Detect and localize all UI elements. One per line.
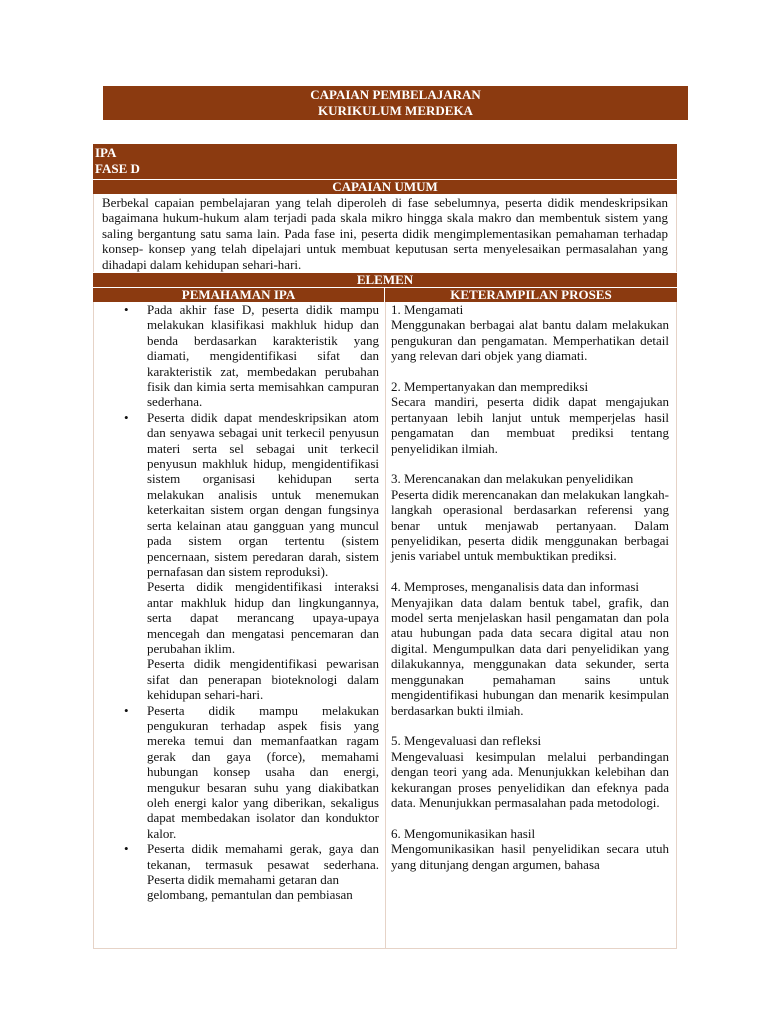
pemahaman-paragraph: gelombang, pemantulan dan pembiasan	[147, 887, 353, 903]
document-title-box	[103, 86, 688, 120]
keterampilan-section-heading: 2. Mempertanyakan dan memprediksi	[391, 379, 589, 395]
keterampilan-section-heading: 1. Mengamati	[391, 302, 464, 317]
pemahaman-paragraph: Peserta didik memahami gerak, gaya dan tekanan, termasuk pesawat sederhana. Peserta didik memahami getaran dan	[147, 841, 379, 888]
keterampilan-section-text: Mengomunikasikan hasil penyelidikan secara utuh yang ditunjang dengan argumen, bahasa	[391, 841, 669, 872]
title-line-1: CAPAIAN PEMBELAJARAN	[310, 87, 481, 102]
pemahaman-paragraph: Peserta didik mampu melakukan pengukuran terhadap aspek fisis yang mereka temui dan memanfaatkan ragam gerak dan gaya (force), memahami hubungan konsep usaha dan energi, mengukur besaran suhu yang diakibatkan oleh energi kalor yang diberikan, sekaligus dapat membedakan isolator dan konduktor kalor.	[147, 702, 379, 841]
keterampilan-section	[391, 826, 669, 872]
bullet-icon: •	[124, 302, 129, 317]
keterampilan-section-heading: 4. Memproses, menganalisis data dan informasi	[391, 579, 640, 595]
keterampilan-section-text: Mengevaluasi kesimpulan melalui perbandingan dengan teori yang ada. Menunjukkan kelebihan dan kekurangan proses penyelidikan dan efeknya pada data. Menunjukkan permasalahan pada metodologi.	[391, 748, 669, 810]
elemen-heading: ELEMEN	[93, 272, 677, 287]
bullet-icon: •	[124, 409, 129, 425]
elemen-column-headers	[93, 287, 677, 302]
cp-table	[93, 144, 677, 949]
pemahaman-column	[94, 302, 386, 948]
subject-header	[93, 144, 677, 179]
keterampilan-section	[391, 733, 669, 810]
pemahaman-paragraph: Peserta didik mengidentifikasi pewarisan sifat dan penerapan bioteknologi dalam kehidupan sehari-hari.	[147, 656, 379, 703]
pemahaman-paragraph: Pada akhir fase D, peserta didik mampu melakukan klasifikasi makhluk hidup dan benda berdasarkan karakteristik yang diamati, mengidentifikasi sifat dan karakteristik zat, membedakan perubahan fisik dan kimia serta memisahkan campuran sederhana.	[147, 302, 379, 410]
keterampilan-section-text: Menyajikan data dalam bentuk tabel, grafik, dan model serta menjelaskan hasil pengamatan dan pola atau hubungan pada data secara digital atau non digital. Mengumpulkan data dari penyelidikan yang dilakukannya, menggunakan data sekunder, serta menggunakan pemahaman sains untuk mengidentifikasi hubungan dan menarik kesimpulan berdasarkan bukti ilmiah.	[391, 594, 669, 718]
keterampilan-section-heading: 5. Mengevaluasi dan refleksi	[391, 733, 542, 749]
subject-name: IPA	[95, 145, 117, 160]
pemahaman-list	[94, 302, 379, 903]
keterampilan-section-text: Peserta didik merencanakan dan melakukan langkah- langkah operasional berdasarkan referensi yang benar untuk menjawab pertanyaan. Dalam penyelidikan, peserta didik menggunakan berbagai jenis variabel untuk membuktikan prediksi.	[391, 486, 669, 564]
capaian-umum-text: Berbekal capaian pembelajaran yang telah diperoleh di fase sebelumnya, peserta didik mendeskripsikan bagaimana hukum-hukum alam terjadi pada skala mikro hingga skala makro dan membentuk sistem yang saling bergantung satu sama lain. Pada fase ini, peserta didik mengimplementasikan pemahaman terhadap konsep- konsep yang telah dipelajari untuk membuat keputusan serta menyelesaikan permasalahan yang dihadapi dalam kehidupan sehari-hari.	[93, 194, 677, 272]
elemen-columns	[93, 302, 677, 949]
keterampilan-section	[391, 379, 669, 456]
keterampilan-section-heading: 6. Mengomunikasikan hasil	[391, 825, 536, 841]
pemahaman-paragraph: Peserta didik mengidentifikasi interaksi antar makhluk hidup dan lingkungannya, serta dapat merancang upaya-upaya mencegah dan mengatasi pencemaran dan perubahan iklim.	[147, 579, 379, 656]
bullet-icon: •	[124, 702, 129, 718]
pemahaman-paragraph: Peserta didik dapat mendeskripsikan atom dan senyawa sebagai unit terkecil penyusun materi serta sel sebagai unit terkecil penyusun makhluk hidup, mengidentifikasi sistem organisasi kehidupan serta melakukan analisis untuk menemukan keterkaitan sistem organ dengan fungsinya serta kelainan atau gangguan yang muncul pada sistem organ tertentu (sistem pencernaan, sistem peredaran darah, sistem pernafasan dan sistem reproduksi).	[147, 409, 379, 579]
keterampilan-section-text: Secara mandiri, peserta didik dapat mengajukan pertanyaan lebih lanjut untuk memperjelas hasil pengamatan dan membuat prediksi tentang penyelidikan ilmiah.	[391, 394, 669, 456]
title-line-2: KURIKULUM MERDEKA	[318, 102, 473, 118]
keterampilan-section	[391, 302, 669, 364]
pemahaman-item	[94, 703, 379, 842]
pemahaman-item	[94, 841, 379, 903]
keterampilan-section-text: Menggunakan berbagai alat bantu dalam melakukan pengukuran dan pengamatan. Memperhatikan detail yang relevan dari objek yang diamati.	[391, 317, 669, 364]
keterampilan-section	[391, 579, 669, 718]
pemahaman-item	[94, 410, 379, 703]
keterampilan-section-heading: 3. Merencanakan dan melakukan penyelidikan	[391, 471, 634, 487]
capaian-umum-heading: CAPAIAN UMUM	[93, 179, 677, 194]
keterampilan-section	[391, 471, 669, 563]
bullet-icon: •	[124, 841, 129, 857]
pemahaman-ipa-heading: PEMAHAMAN IPA	[93, 288, 385, 302]
keterampilan-proses-heading: KETERAMPILAN PROSES	[450, 287, 612, 302]
pemahaman-item	[94, 302, 379, 410]
keterampilan-column	[386, 302, 676, 948]
subject-phase: FASE D	[95, 161, 140, 176]
